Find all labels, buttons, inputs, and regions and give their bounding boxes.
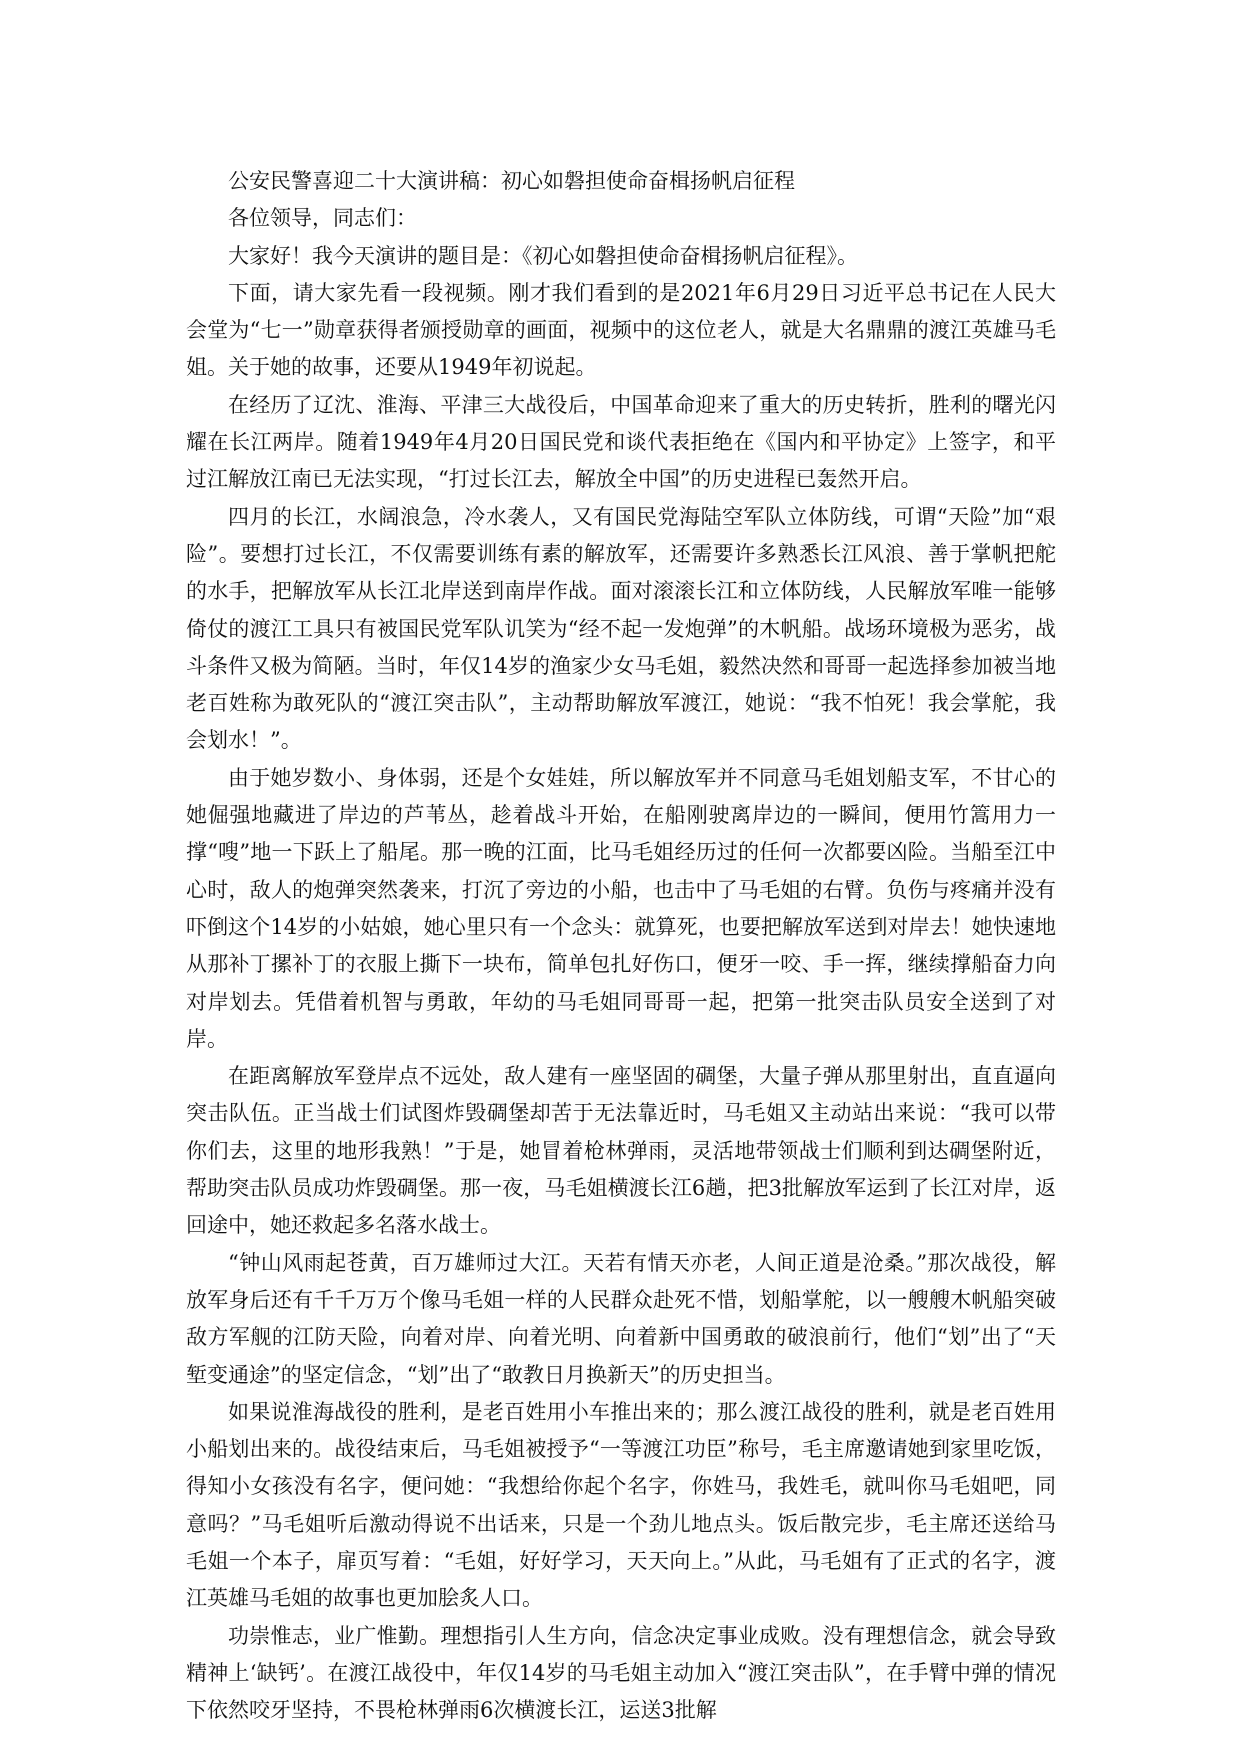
document-body <box>186 163 1056 1729</box>
paragraph: 功崇惟志，业广惟勤。理想指引人生方向，信念决定事业成败。没有理想信念，就会导致精神上‘缺钙’。在渡江战役中，年仅14岁的马毛姐主动加入“渡江突击队”，在手臂中弹的情况下依然咬牙坚持，不畏枪林弹雨6次横渡长江，运送3批解 <box>186 1623 1056 1723</box>
paragraph: 在距离解放军登岸点不远处，敌人建有一座坚固的碉堡，大量子弹从那里射出，直直逼向突击队伍。正当战士们试图炸毁碉堡却苦于无法靠近时，马毛姐又主动站出来说：“我可以带你们去，这里的地形我熟！”于是，她冒着枪林弹雨，灵活地带领战士们顺利到达碉堡附近，帮助突击队员成功炸毁碉堡。那一夜，马毛姐横渡长江6趟，把3批解放军运到了长江对岸，返回途中，她还救起多名落水战士。 <box>186 1064 1056 1238</box>
paragraph: 大家好！我今天演讲的题目是：《初心如磐担使命奋楫扬帆启征程》。 <box>228 243 858 268</box>
paragraph: 由于她岁数小、身体弱，还是个女娃娃，所以解放军并不同意马毛姐划船支军，不甘心的她倔强地藏进了岸边的芦苇丛，趁着战斗开始，在船刚驶离岸边的一瞬间，便用竹篙用力一撑“嗖”地一下跃上了船尾。那一晚的江面，比马毛姐经历过的任何一次都要凶险。当船至江中心时，敌人的炮弹突然袭来，打沉了旁边的小船，也击中了马毛姐的右臂。负伤与疼痛并没有吓倒这个14岁的小姑娘，她心里只有一个念头：就算死，也要把解放军送到对岸去！她快速地从那补丁摞补丁的衣服上撕下一块布，简单包扎好伤口，便牙一咬、手一挥，继续撑船奋力向对岸划去。凭借着机智与勇敢，年幼的马毛姐同哥哥一起，把第一批突击队员安全送到了对岸。 <box>186 765 1056 1051</box>
paragraph: 如果说淮海战役的胜利，是老百姓用小车推出来的；那么渡江战役的胜利，就是老百姓用小船划出来的。战役结束后，马毛姐被授予“一等渡江功臣”称号，毛主席邀请她到家里吃饭，得知小女孩没有名字，便问她：“我想给你起个名字，你姓马，我姓毛，就叫你马毛姐吧，同意吗？”马毛姐听后激动得说不出话来，只是一个劲儿地点头。饭后散完步，毛主席还送给马毛姐一个本子，扉页写着：“毛姐，好好学习，天天向上。”从此，马毛姐有了正式的名字，渡江英雄马毛姐的故事也更加脍炙人口。 <box>186 1399 1056 1611</box>
salutation: 各位领导，同志们： <box>228 206 417 231</box>
paragraph: 在经历了辽沈、淮海、平津三大战役后，中国革命迎来了重大的历史转折，胜利的曙光闪耀在长江两岸。随着1949年4月20日国民党和谈代表拒绝在《国内和平协定》上签字，和平过江解放江南已无法实现，“打过长江去，解放全中国”的历史进程已轰然开启。 <box>186 392 1056 492</box>
document-title: 公安民警喜迎二十大演讲稿：初心如磐担使命奋楫扬帆启征程 <box>228 169 795 193</box>
paragraph: 下面，请大家先看一段视频。刚才我们看到的是2021年6月29日习近平总书记在人民大会堂为“七一”勋章获得者颁授勋章的画面，视频中的这位老人，就是大名鼎鼎的渡江英雄马毛姐。关于她的故事，还要从1949年初说起。 <box>186 280 1056 380</box>
paragraph: 四月的长江，水阔浪急，冷水袭人，又有国民党海陆空军队立体防线，可谓“天险”加“艰险”。要想打过长江，不仅需要训练有素的解放军，还需要许多熟悉长江风浪、善于掌帆把舵的水手，把解放军从长江北岸送到南岸作战。面对滚滚长江和立体防线，人民解放军唯一能够倚仗的渡江工具只有被国民党军队讥笑为“经不起一发炮弹”的木帆船。战场环境极为恶劣，战斗条件又极为简陋。当时，年仅14岁的渔家少女马毛姐，毅然决然和哥哥一起选择参加被当地老百姓称为敢死队的“渡江突击队”，主动帮助解放军渡江，她说：“我不怕死！我会掌舵，我会划水！”。 <box>186 504 1056 753</box>
paragraph: “钟山风雨起苍黄，百万雄师过大江。天若有情天亦老，人间正道是沧桑。”那次战役，解放军身后还有千千万万个像马毛姐一样的人民群众赴死不惜，划船掌舵，以一艘艘木帆船突破敌方军舰的江防天险，向着对岸、向着光明、向着新中国勇敢的破浪前行，他们“划”出了“天堑变通途”的坚定信念，“划”出了“敢教日月换新天”的历史担当。 <box>186 1250 1056 1387</box>
